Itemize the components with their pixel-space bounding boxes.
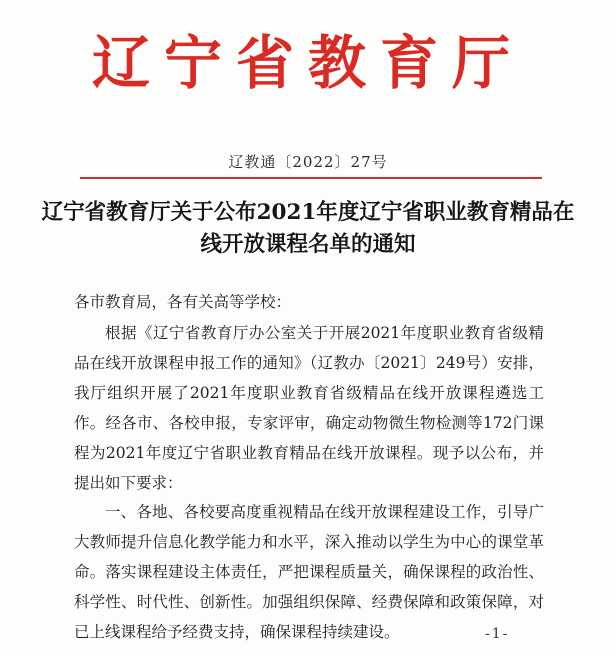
- salutation: 各市教育局，各有关高等学校：: [74, 293, 292, 311]
- page-number: -1-: [485, 626, 510, 642]
- document-title: 辽宁省教育厅关于公布2021年度辽宁省职业教育精品在线开放课程名单的通知: [41, 200, 575, 257]
- letterhead-title: 辽宁省教育厅: [91, 29, 524, 97]
- red-divider-line: [80, 177, 542, 179]
- document-number: 辽教通〔2022〕27号: [228, 153, 388, 171]
- paragraph-2: 一、各地、各校要高度重视精品在线开放课程建设工作，引导广大教师提升信息化教学能力和水平，深入推动以学生为中心的课堂革命。落实课程建设主体责任，严把课程质量关，确保课程的政治性、科学性、时代性、创新性。加强组织保障、经费保障和政策保障，对已上线课程给予经费支持，确保课程持续建设。: [74, 503, 544, 641]
- paragraph-1: 根据《辽宁省教育厅办公室关于开展2021年度职业教育省级精品在线开放课程申报工作的通知》（辽教办〔2021〕249号）安排，我厅组织开展了2021年度职业教育省级精品在线开放课程遴选工作。经各市、各校申报，专家评审，确定动物微生物检测等172门课程为2021年度辽宁省职业教育精品在线开放课程。现予以公布，并提出如下要求：: [74, 324, 544, 492]
